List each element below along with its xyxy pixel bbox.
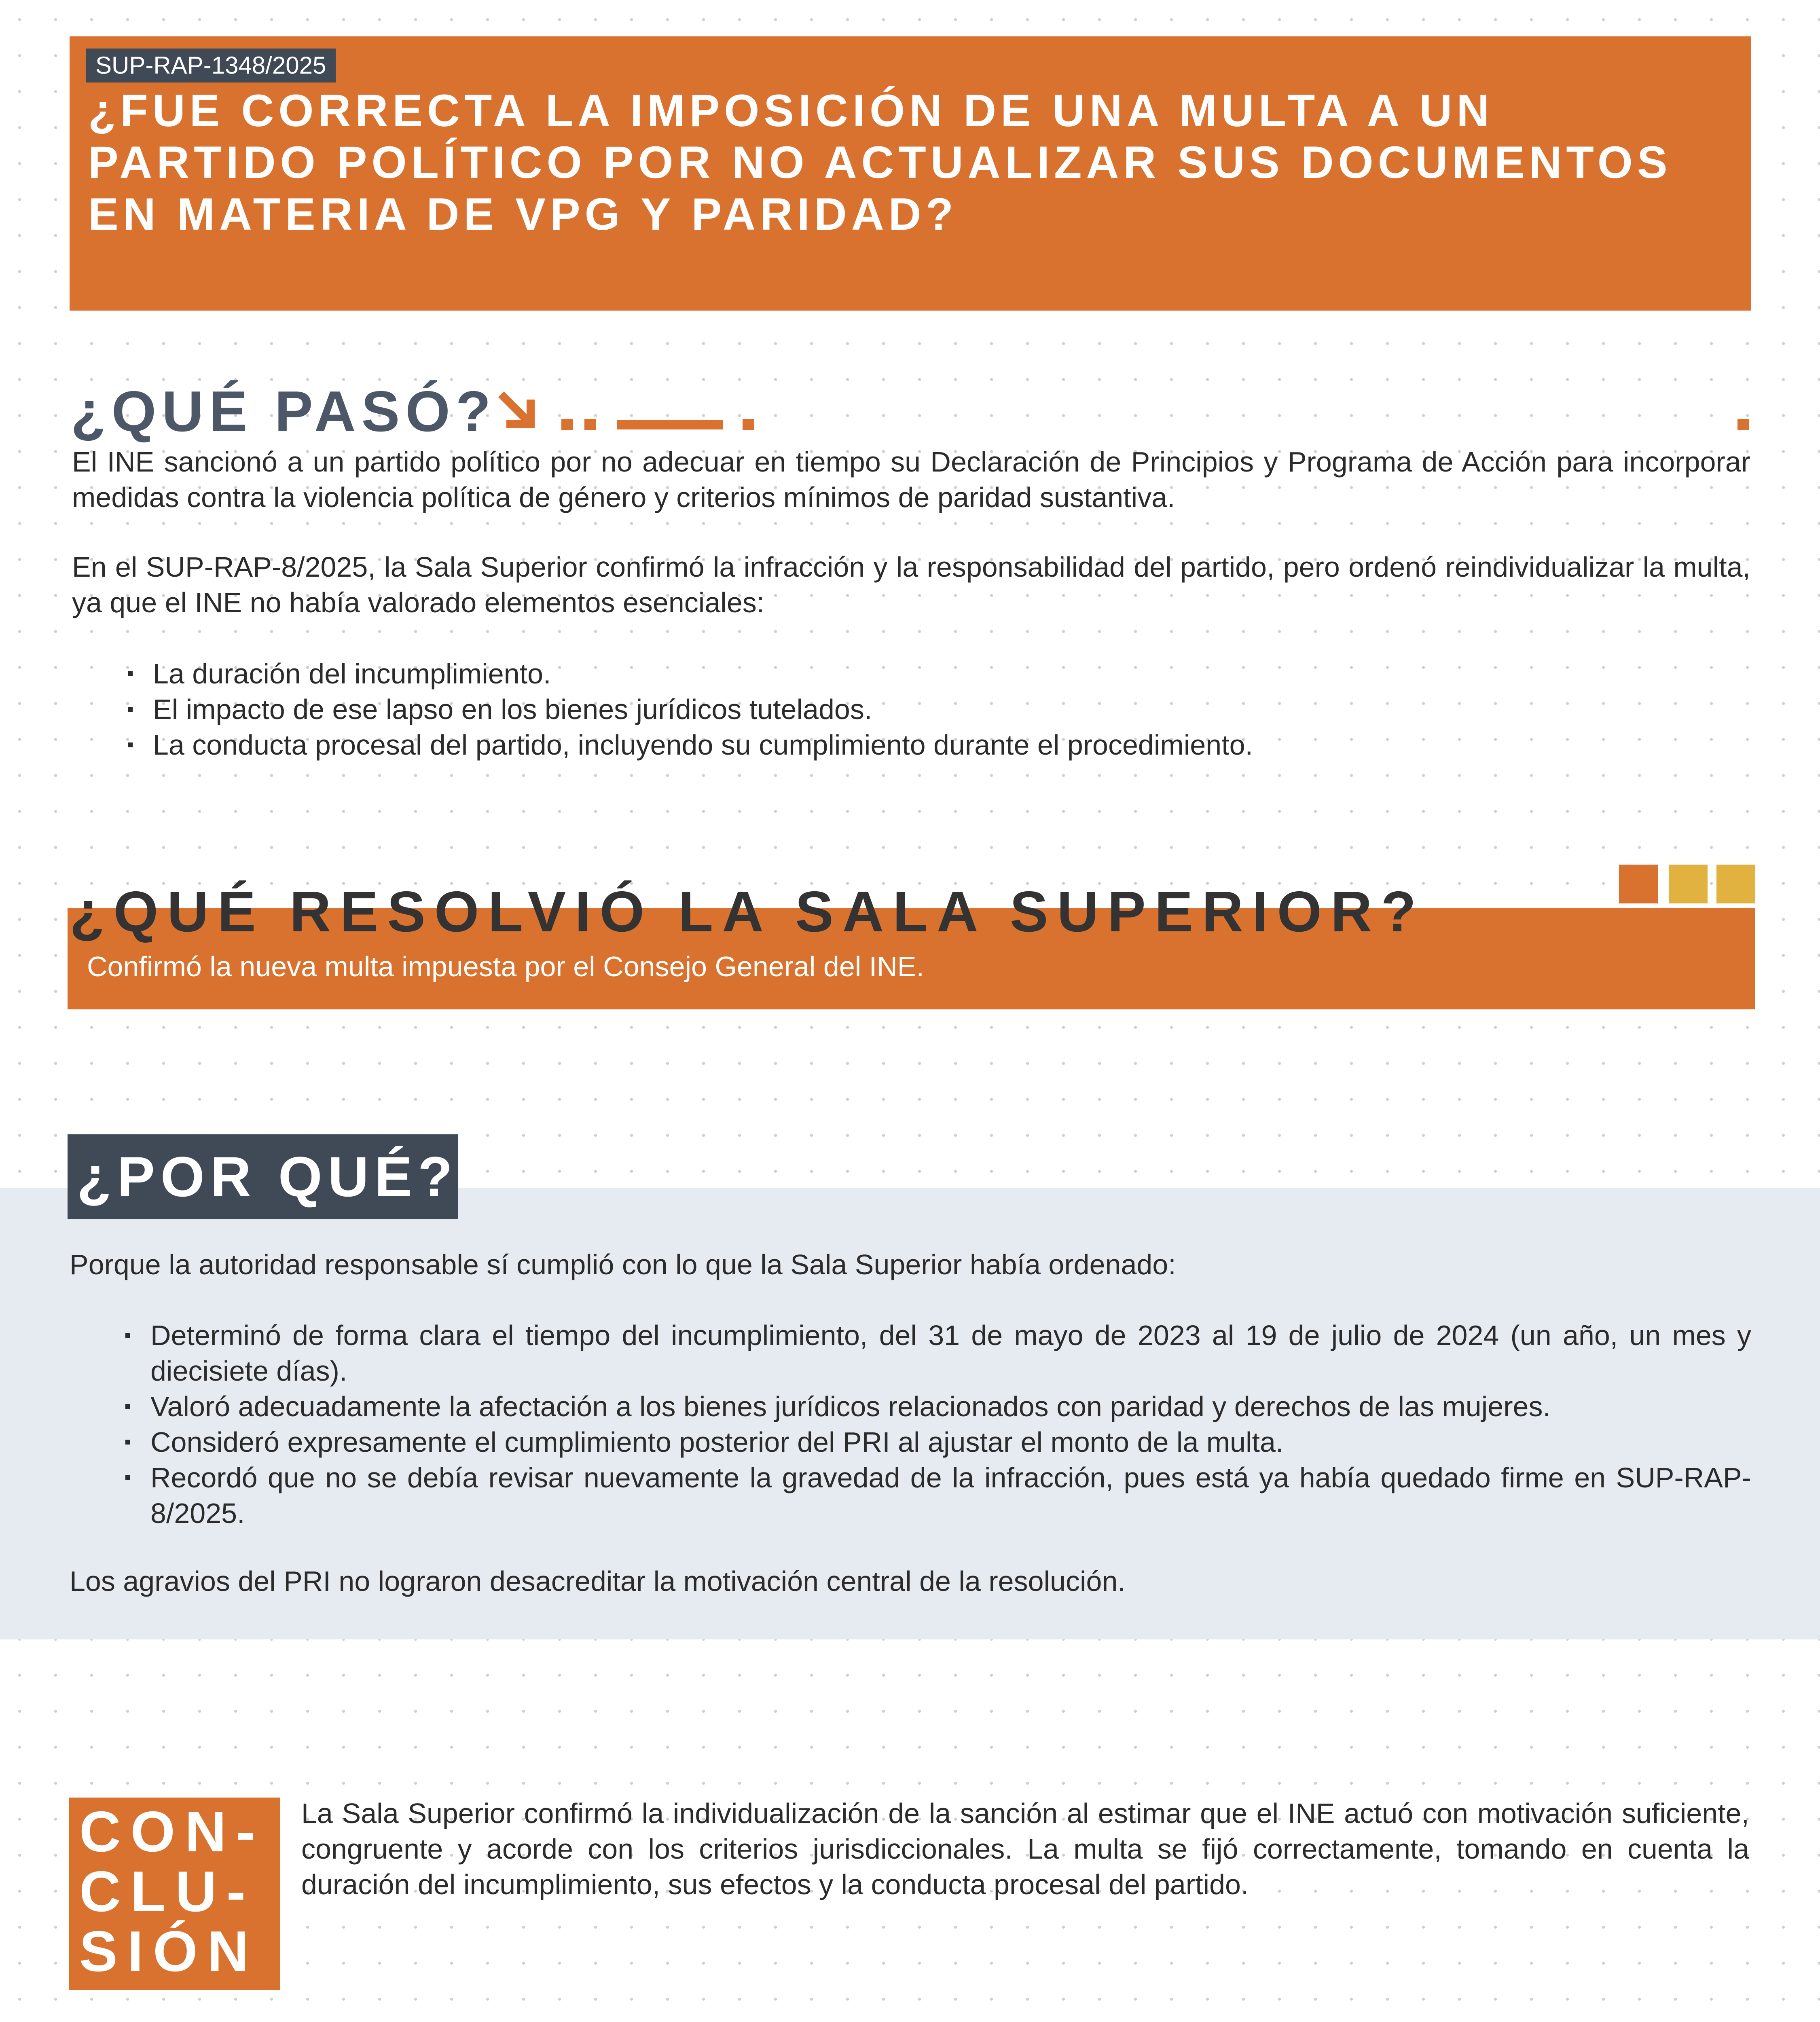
list-item: Recordó que no se debía revisar nuevamente la gravedad de la infracción, pues está ya había quedado firme en SUP-RAP-8/2025.: [110, 1460, 1751, 1531]
bullet-icon: [128, 707, 133, 712]
conclusion-label-line-2: CLU-: [79, 1859, 256, 1924]
bullet-icon: [125, 1333, 130, 1338]
que-paso-paragraph-2: En el SUP-RAP-8/2025, la Sala Superior confirmó la infracción y la responsabilidad del partido, pero ordenó reindividualizar la multa, ya que el INE no había valorado elementos esenciales:: [72, 551, 1750, 618]
decorative-square: [1619, 865, 1658, 903]
decorative-dash: [617, 420, 723, 429]
que-paso-list: [112, 656, 1750, 763]
decorative-square: [1716, 865, 1755, 903]
section-title-que-resolvio: ¿QUÉ RESOLVIÓ LA SALA SUPERIOR?: [70, 880, 1425, 944]
decorative-square: [1669, 865, 1708, 903]
bullet-icon: [128, 671, 133, 676]
resolution-summary: Confirmó la nueva multa impuesta por el Consejo General del INE.: [87, 951, 924, 982]
bullet-icon: [125, 1475, 130, 1480]
por-que-intro: Porque la autoridad responsable sí cumplió con lo que la Sala Superior había ordenado:: [70, 1249, 1176, 1280]
arrow-down-right-icon: [498, 391, 539, 432]
que-paso-paragraph-1: El INE sancionó a un partido político por no adecuar en tiempo su Declaración de Principios y Programa de Acción para incorporar medidas contra la violencia política de género y criterios mínimos de paridad sustantiva.: [72, 446, 1750, 513]
page-title: ¿FUE CORRECTA LA IMPOSICIÓN DE UNA MULTA A UN PARTIDO POLÍTICO POR NO ACTUALIZAR SUS DOCUMENTOS EN MATERIA DE VPG Y PARIDAD?: [88, 85, 1672, 239]
por-que-list: [110, 1318, 1751, 1531]
list-item: Determinó de forma clara el tiempo del incumplimiento, del 31 de mayo de 2023 al 19 de julio de 2024 (un año, un mes y diecisiete días).: [110, 1318, 1751, 1389]
list-item: Consideró expresamente el cumplimiento posterior del PRI al ajustar el monto de la multa.: [110, 1424, 1751, 1460]
decorative-dot: [1737, 419, 1749, 430]
case-number-tag: SUP-RAP-1348/2025: [86, 49, 336, 82]
por-que-conclusion: Los agravios del PRI no lograron desacreditar la motivación central de la resolución.: [70, 1565, 1126, 1597]
bullet-icon: [125, 1440, 130, 1445]
list-item: La conducta procesal del partido, incluyendo su cumplimiento durante el procedimiento.: [112, 727, 1750, 763]
section-title-que-paso: ¿QUÉ PASÓ?: [71, 379, 497, 444]
bullet-icon: [125, 1404, 130, 1409]
list-item: El impacto de ese lapso en los bienes jurídicos tutelados.: [112, 692, 1750, 727]
decorative-dot: [584, 419, 596, 430]
list-item: Valoró adecuadamente la afectación a los bienes jurídicos relacionados con paridad y derechos de las mujeres.: [110, 1389, 1751, 1424]
bullet-icon: [128, 742, 133, 747]
section-title-por-que: ¿POR QUÉ?: [77, 1145, 458, 1208]
conclusion-label-line-1: CON-: [79, 1800, 265, 1864]
conclusion-text: La Sala Superior confirmó la individualización de la sanción al estimar que el INE actuó con motivación suficiente, congruente y acorde con los criterios jurisdiccionales. La multa se fijó correctamente, tomando en cuenta la duración del incumplimiento, sus efectos y la conducta procesal del partido.: [301, 1798, 1749, 1900]
conclusion-label-line-3: SIÓN: [79, 1919, 259, 1984]
list-item: La duración del incumplimiento.: [112, 656, 1750, 692]
decorative-dot: [561, 419, 573, 430]
decorative-dot: [743, 419, 754, 430]
